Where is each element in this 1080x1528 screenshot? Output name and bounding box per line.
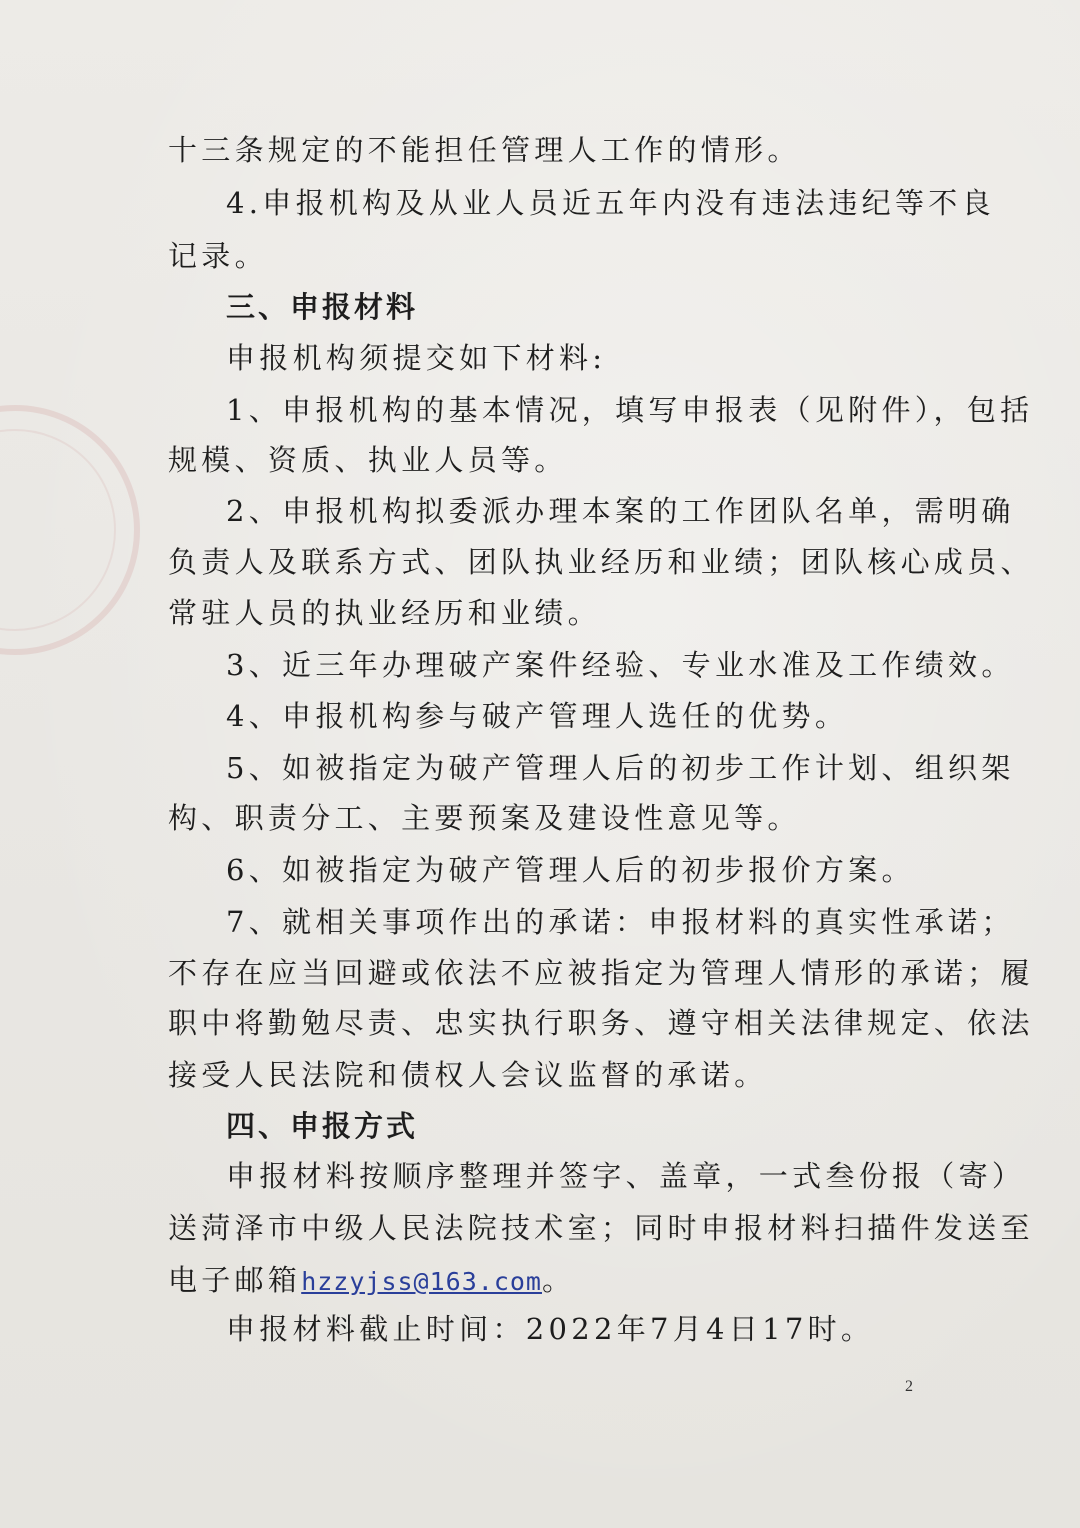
text-line: 4.申报机构及从业人员近五年内没有违法违纪等不良 bbox=[226, 186, 995, 220]
text-line: 3、近三年办理破产案件经验、专业水准及工作绩效。 bbox=[226, 648, 1015, 682]
text-line: 记录。 bbox=[168, 239, 268, 273]
email-prefix: 电子邮箱 bbox=[168, 1263, 302, 1297]
text-line: 构、职责分工、主要预案及建设性意见等。 bbox=[168, 801, 801, 835]
text-line: 负责人及联系方式、团队执业经历和业绩；团队核心成员、 bbox=[168, 545, 1034, 579]
text-line: 6、如被指定为破产管理人后的初步报价方案。 bbox=[226, 853, 915, 887]
text-line: 1、申报机构的基本情况，填写申报表（见附件），包括 bbox=[226, 393, 1034, 427]
email-line bbox=[168, 1260, 928, 1302]
text-line: 规模、资质、执业人员等。 bbox=[168, 443, 568, 477]
text-line: 职中将勤勉尽责、忠实执行职务、遵守相关法律规定、依法 bbox=[168, 1006, 1034, 1040]
text-line: 申报机构须提交如下材料: bbox=[226, 341, 607, 375]
text-line: 送菏泽市中级人民法院技术室；同时申报材料扫描件发送至 bbox=[168, 1211, 1034, 1245]
text-line: 2、申报机构拟委派办理本案的工作团队名单，需明确 bbox=[226, 494, 1015, 528]
email-link[interactable]: hzzyjss@163.com bbox=[301, 1267, 542, 1296]
text-line: 7、就相关事项作出的承诺：申报材料的真实性承诺； bbox=[226, 905, 1015, 939]
section-heading: 四、申报方式 bbox=[226, 1109, 419, 1143]
deadline-line: 申报材料截止时间：2022年7月4日17时。 bbox=[226, 1312, 875, 1346]
text-line: 申报材料按顺序整理并签字、盖章，一式叁份报（寄） bbox=[226, 1159, 1026, 1193]
text-line: 不存在应当回避或依法不应被指定为管理人情形的承诺；履 bbox=[168, 956, 1034, 990]
text-line: 常驻人员的执业经历和业绩。 bbox=[168, 596, 601, 630]
text-line: 5、如被指定为破产管理人后的初步工作计划、组织架 bbox=[226, 751, 1015, 785]
red-seal-stamp bbox=[0, 405, 140, 655]
email-suffix: 。 bbox=[541, 1263, 576, 1297]
text-line: 接受人民法院和债权人会议监督的承诺。 bbox=[168, 1058, 768, 1092]
section-heading: 三、申报材料 bbox=[226, 290, 419, 324]
page-number: 2 bbox=[905, 1378, 913, 1395]
text-line: 十三条规定的不能担任管理人工作的情形。 bbox=[168, 133, 801, 167]
text-line: 4、申报机构参与破产管理人选任的优势。 bbox=[226, 699, 849, 733]
